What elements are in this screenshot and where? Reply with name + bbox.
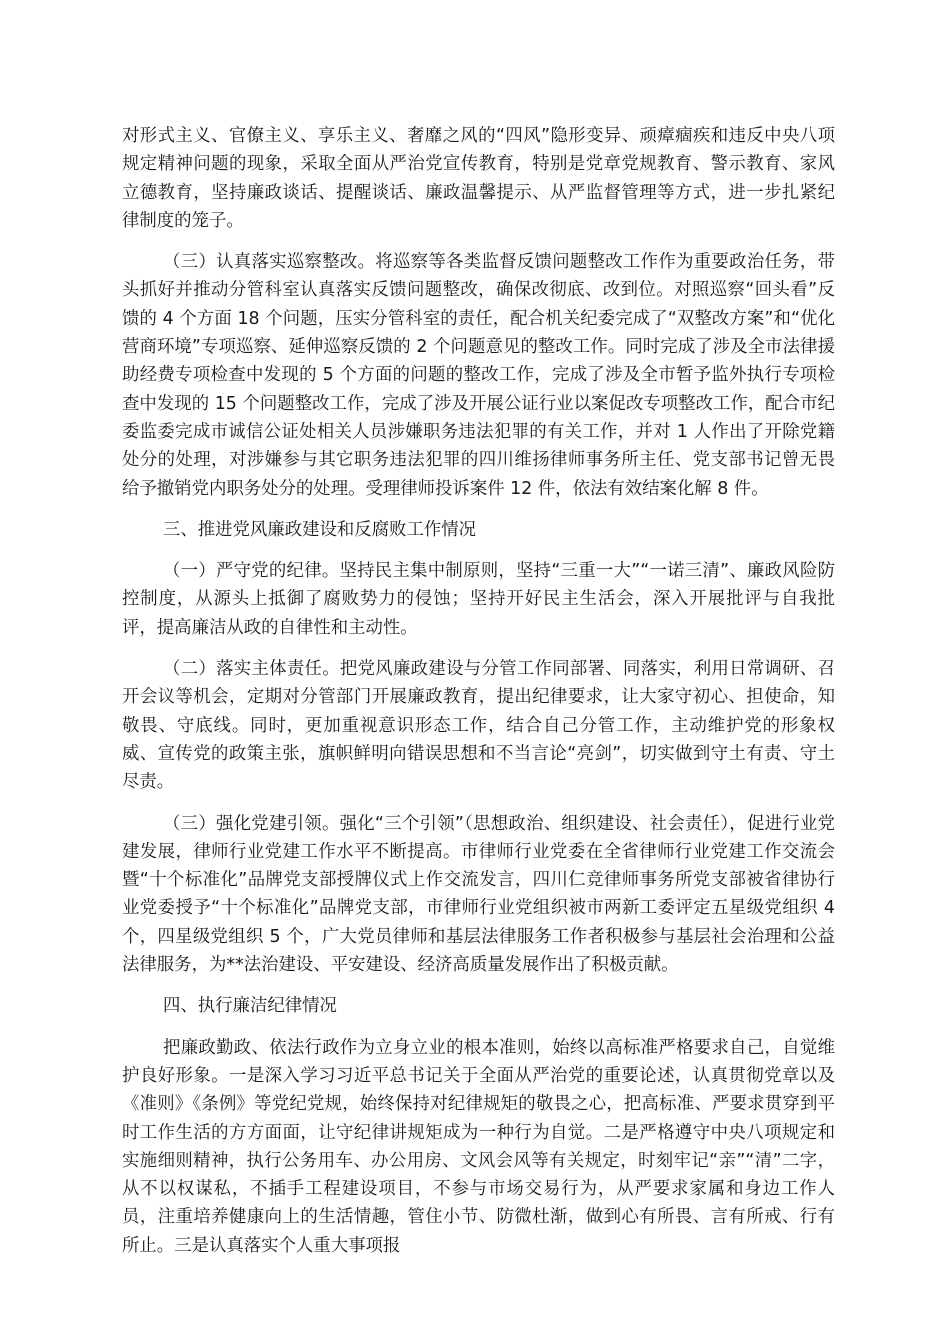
paragraph-sifeng-continuation: 对形式主义、官僚主义、享乐主义、奢靡之风的“四风”隐形变异、顽瘴痼疾和违反中央八项规定精神问题的现象，采取全面从严治党宣传教育，特别是党章党规教育、警示教育、家风立德教育，坚持廉政谈话、提醒谈话、廉政温馨提示、从严监督管理等方式，进一步扎紧纪律制度的笼子。 — [122, 126, 835, 231]
section-heading-four: 四、执行廉洁纪律情况 — [163, 996, 337, 1017]
paragraph-party-discipline: （一）严守党的纪律。坚持民主集中制原则，坚持“三重一大”“一诺三清”、廉政风险防控制度，从源头上抵御了腐败势力的侵蚀；坚持开好民主生活会，深入开展批评与自我批评，提高廉洁从政的自律性和主动性。 — [122, 561, 835, 638]
section-heading-three: 三、推进党风廉政建设和反腐败工作情况 — [163, 519, 477, 540]
paragraph-inspection-rectification: （三）认真落实巡察整改。将巡察等各类监督反馈问题整改工作作为重要政治任务，带头抓好并推动分管科室认真落实反馈问题整改，确保改彻底、改到位。对照巡察“回头看”反馈的 4 个方面 18 个问题，压实分管科室的责任，配合机关纪委完成了“双整改方案”和“优化营商环境”专项巡察、延伸巡察反馈的 2 个问题意见的整改工作。同时完成了涉及全市法律援助经费专项检查中发现的 5 个方面的问题的整改工作，完成了涉及全市暂予监外执行专项检查中发现的 15 个问题整改工作，完成了涉及开展公证行业以案促改专项整改工作，配合市纪委监委完成市诚信公证处相关人员涉嫌职务违法犯罪的有关工作，并对 1 人作出了开除党籍处分的处理，对涉嫌参与其它职务违法犯罪的四川维扬律师事务所主任、党支部书记曾无畏给予撤销党内职务处分的处理。受理律师投诉案件 12 件，依法有效结案化解 8 件。 — [122, 252, 835, 499]
paragraph-party-building: （三）强化党建引领。强化“三个引领”（思想政治、组织建设、社会责任），促进行业党建发展，律师行业党建工作水平不断提高。市律师行业党委在全省律师行业党建工作交流会暨“十个标准化”品牌党支部授牌仪式上作交流发言，四川仁竞律师事务所党支部被省律协行业党委授予“十个标准化”品牌党支部，市律师行业党组织被市两新工委评定五星级党组织 4 个，四星级党组织 5 个，广大党员律师和基层法律服务工作者积极参与基层社会治理和公益法律服务，为**法治建设、平安建设、经济高质量发展作出了积极贡献。 — [122, 813, 835, 976]
document-page — [122, 122, 835, 1273]
paragraph-main-responsibility: （二）落实主体责任。把党风廉政建设与分管工作同部署、同落实，利用日常调研、召开会议等机会，定期对分管部门开展廉政教育，提出纪律要求，让大家守初心、担使命，知敬畏、守底线。同时，更加重视意识形态工作，结合自己分管工作，主动维护党的形象权威、宣传党的政策主张，旗帜鲜明向错误思想和不当言论“亮剑”，切实做到守土有责、守土尽责。 — [122, 659, 835, 793]
paragraph-integrity-discipline: 把廉政勤政、依法行政作为立身立业的根本准则，始终以高标准严格要求自己，自觉维护良好形象。一是深入学习习近平总书记关于全面从严治党的重要论述，认真贯彻党章以及《准则》《条例》等党纪党规，始终保持对纪律规矩的敬畏之心，把高标准、严要求贯穿到平时工作生活的方方面面，让守纪律讲规矩成为一种行为自觉。二是严格遵守中央八项规定和实施细则精神，执行公务用车、办公用房、文风会风等有关规定，时刻牢记“亲”“清”二字，从不以权谋私，不插手工程建设项目，不参与市场交易行为，从严要求家属和身边工作人员，注重培养健康向上的生活情趣，管住小节、防微杜渐，做到心有所畏、言有所戒、行有所止。三是认真落实个人重大事项报 — [122, 1037, 835, 1256]
